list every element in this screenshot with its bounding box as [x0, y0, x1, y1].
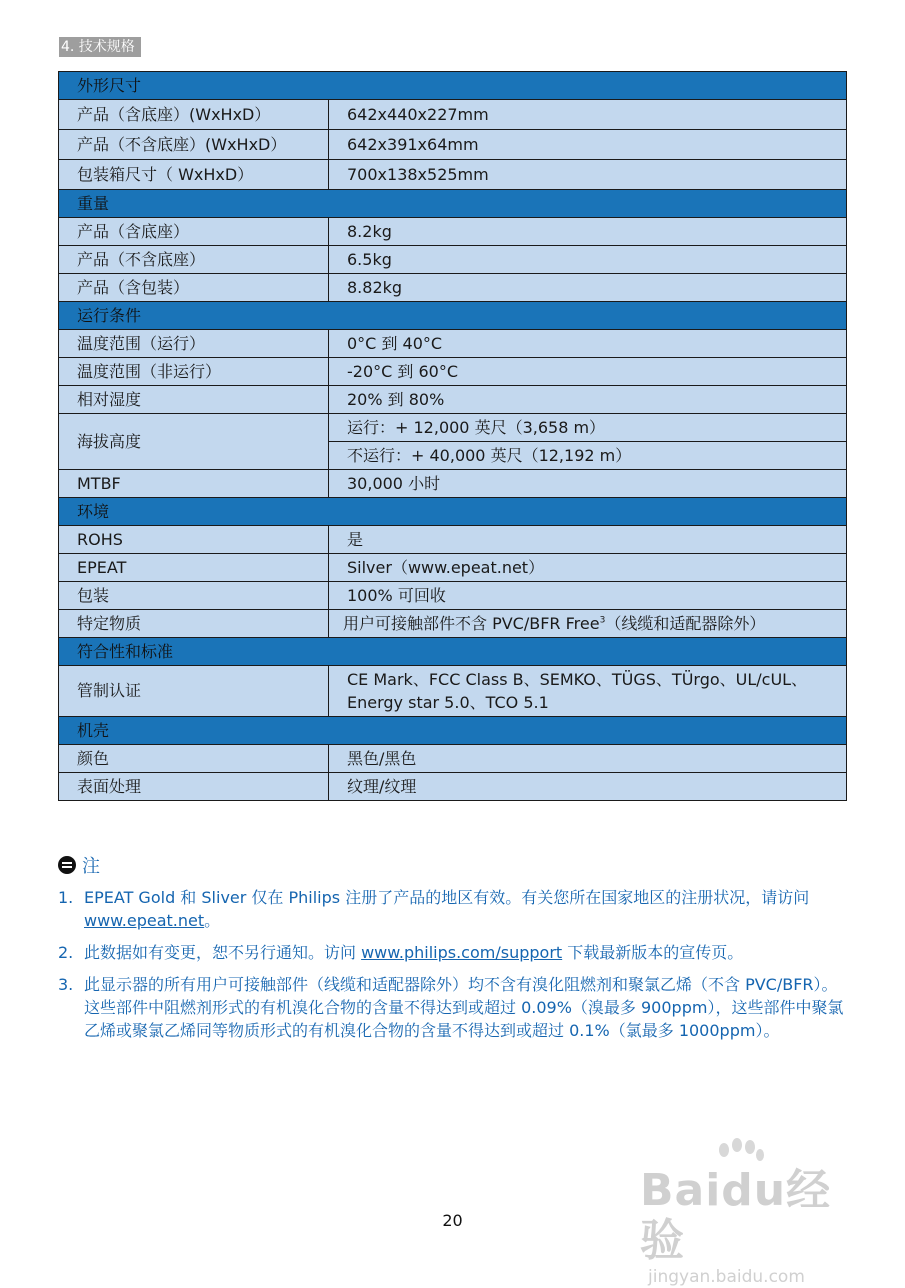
note-link[interactable]: www.philips.com/support: [361, 943, 563, 962]
spec-value: Silver（www.epeat.net）: [329, 554, 847, 582]
spec-value: 100% 可回收: [329, 582, 847, 610]
spec-label: 包装: [59, 582, 329, 610]
section-header-row: [59, 498, 847, 526]
note-number: 2.: [58, 943, 74, 962]
table-row: [59, 470, 847, 498]
spec-value: 是: [329, 526, 847, 554]
spec-label: MTBF: [59, 470, 329, 498]
spec-value: 642x391x64mm: [329, 130, 847, 160]
table-row: [59, 330, 847, 358]
table-row: [59, 554, 847, 582]
spec-label: 温度范围（运行）: [59, 330, 329, 358]
table-row: [59, 218, 847, 246]
note-text: 下载最新版本的宣传页。: [562, 943, 744, 962]
notes-title: 注: [82, 856, 100, 877]
spec-label: 相对湿度: [59, 386, 329, 414]
spec-value: 20% 到 80%: [329, 386, 847, 414]
note-text-block: [84, 973, 850, 1042]
spec-value: 不运行：+ 40,000 英尺（12,192 m）: [329, 442, 847, 470]
section-header: 重量: [59, 190, 847, 218]
note-number: 3.: [58, 975, 74, 994]
table-row: [59, 526, 847, 554]
note-number: 1.: [58, 888, 74, 907]
note-text: EPEAT Gold 和 Sliver 仅在 Philips 注册了产品的地区有效。有关您所在国家地区的注册状况，请访问: [84, 888, 810, 907]
section-header: 符合性和标准: [59, 638, 847, 666]
spec-table: [58, 71, 847, 801]
note-text: 此显示器的所有用户可接触部件（线缆和适配器除外）均不含有溴化阻燃剂和聚氯乙烯（不含 PVC/BFR）。这些部件中阻燃剂形式的有机溴化合物的含量不得达到或超过 0.09%（溴最多 900ppm），这些部件中聚氯乙烯或聚氯乙烯同等物质形式的有机溴化合物的含量不得达到或超过 0.1%（氯最多 1000ppm）。: [84, 975, 844, 1040]
spec-label: 产品（含包装）: [59, 274, 329, 302]
spec-value-text: 用户可接触部件不含 PVC/BFR Free: [343, 613, 600, 633]
spec-value: 6.5kg: [329, 246, 847, 274]
table-row: [59, 160, 847, 190]
section-header-row: [59, 717, 847, 745]
section-header: 外形尺寸: [59, 72, 847, 100]
footnote-ref: 3: [599, 615, 606, 626]
notes-section: [58, 852, 850, 1051]
spec-label: 产品（不含底座）(WxHxD）: [59, 130, 329, 160]
spec-value: 黑色/黑色: [329, 745, 847, 773]
page-number: 20: [442, 1211, 463, 1230]
table-row: [59, 582, 847, 610]
note-text: 。: [204, 911, 221, 930]
table-row: [59, 414, 847, 442]
paw-icon: [710, 1138, 770, 1168]
spec-value: 700x138x525mm: [329, 160, 847, 190]
table-row: [59, 773, 847, 801]
section-header-row: [59, 190, 847, 218]
spec-label: 产品（不含底座）: [59, 246, 329, 274]
table-row: [59, 100, 847, 130]
section-header: 运行条件: [59, 302, 847, 330]
spec-label: 表面处理: [59, 773, 329, 801]
spec-value: -20°C 到 60°C: [329, 358, 847, 386]
spec-label: 产品（含底座）: [59, 218, 329, 246]
table-row: [59, 610, 847, 638]
spec-label: EPEAT: [59, 554, 329, 582]
spec-value: 8.82kg: [329, 274, 847, 302]
note-text: 此数据如有变更，恕不另行通知。访问: [84, 943, 362, 962]
section-tab: 4. 技术规格: [59, 37, 141, 57]
spec-value-text: （线缆和适配器除外）: [605, 613, 766, 633]
note-item: [58, 941, 850, 964]
section-header: 机壳: [59, 717, 847, 745]
spec-value: 642x440x227mm: [329, 100, 847, 130]
notes-list: [58, 886, 850, 1042]
spec-label: 产品（含底座）(WxHxD）: [59, 100, 329, 130]
spec-value: 8.2kg: [329, 218, 847, 246]
table-row: [59, 745, 847, 773]
spec-label: 温度范围（非运行）: [59, 358, 329, 386]
table-row: [59, 666, 847, 717]
spec-value: 运行：+ 12,000 英尺（3,658 m）: [329, 414, 847, 442]
note-link[interactable]: www.epeat.net: [84, 911, 205, 930]
table-row: [59, 246, 847, 274]
note-icon: [58, 856, 76, 874]
table-row: [59, 274, 847, 302]
note-text-block: [84, 941, 850, 964]
watermark-url: jingyan.baidu.com: [648, 1267, 805, 1287]
section-header-row: [59, 302, 847, 330]
spec-label: 管制认证: [59, 666, 329, 717]
spec-label: 特定物质: [59, 610, 329, 638]
spec-value: CE Mark、FCC Class B、SEMKO、TÜGS、TÜrgo、UL/cUL、Energy star 5.0、TCO 5.1: [329, 666, 847, 717]
note-item: [58, 973, 850, 1042]
spec-value: 0°C 到 40°C: [329, 330, 847, 358]
note-item: [58, 886, 850, 932]
section-header-row: [59, 72, 847, 100]
notes-header: [58, 852, 850, 878]
spec-label: 包装箱尺寸（ WxHxD）: [59, 160, 329, 190]
note-text-block: [84, 886, 850, 932]
table-row: [59, 386, 847, 414]
section-header: 环境: [59, 498, 847, 526]
spec-label: ROHS: [59, 526, 329, 554]
section-header-row: [59, 638, 847, 666]
table-row: [59, 130, 847, 160]
spec-label: 海拔高度: [59, 414, 329, 470]
spec-value: 纹理/纹理: [329, 773, 847, 801]
watermark: [640, 1138, 860, 1287]
watermark-logo: Baidu经验: [640, 1165, 832, 1266]
spec-value: [329, 610, 847, 638]
spec-label: 颜色: [59, 745, 329, 773]
spec-value: 30,000 小时: [329, 470, 847, 498]
table-row: [59, 358, 847, 386]
